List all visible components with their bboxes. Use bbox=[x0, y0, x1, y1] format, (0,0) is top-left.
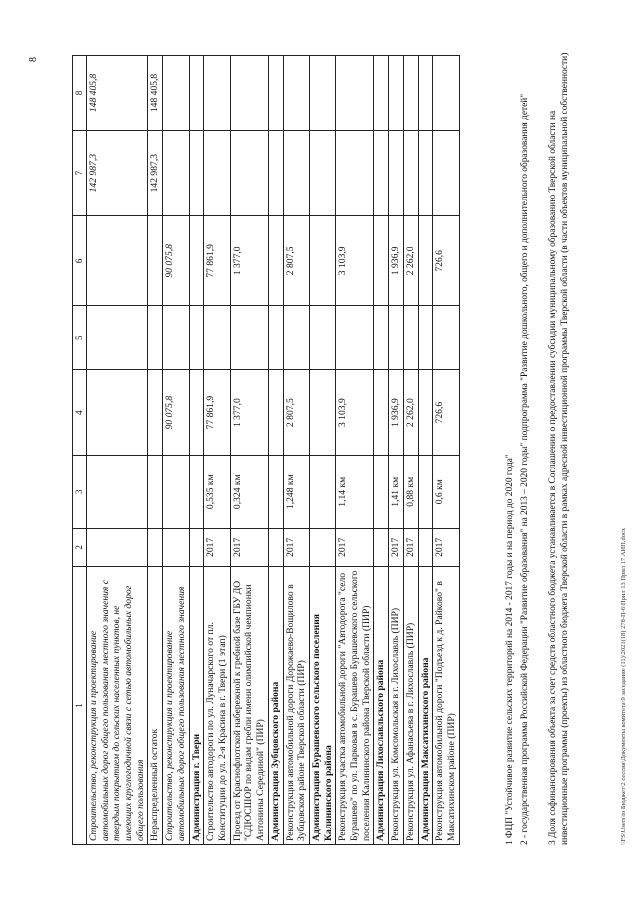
value-cell bbox=[86, 455, 148, 528]
value-cell: 142 987,3 bbox=[86, 130, 148, 216]
header-row bbox=[73, 56, 87, 845]
object-name-cell: Реконструкция ул. Комсомольская в г. Лихославль (ПИР) bbox=[389, 567, 404, 845]
table-row bbox=[433, 56, 459, 845]
empty-cell bbox=[268, 528, 283, 566]
footnote-3: 3 Доля софинансирования объекта за счет средств областного бюджета устанавливается в Соглашении о предоставлении субсидии муниципальному образованию Тверской области на инвестиционные программы (проекты) из областного бюджета Тверской области в рамках адресной инвестиционной программы Тверской области (в части объектов муниципальной собственности) bbox=[548, 52, 570, 845]
table-row bbox=[283, 56, 309, 845]
object-name-cell: Проезд от Краснофлотской набережной к гребной базе ГБУ ДО "СДЮСШОР по видам гребли имени олимпийской чемпионки Антонины Серединой" (ПИР) bbox=[230, 567, 268, 845]
empty-cell bbox=[268, 130, 283, 216]
header-cell: 5 bbox=[73, 306, 87, 370]
value-cell bbox=[163, 56, 189, 131]
value-cell: 1 377,0 bbox=[230, 216, 268, 306]
empty-cell bbox=[374, 528, 389, 566]
investment-table bbox=[72, 55, 460, 845]
value-cell: 1,14 км bbox=[336, 455, 374, 528]
empty-cell bbox=[309, 306, 335, 370]
value-cell bbox=[86, 528, 148, 566]
empty-cell bbox=[374, 130, 389, 216]
file-path: \\FS\Users\to Бюджет\2 сессия\Документы комитета\9 заседание (11)\2021(18) 278-П-6\Прил 13 Прил 17 АИП.docx bbox=[620, 527, 627, 845]
empty-cell bbox=[418, 455, 433, 528]
value-cell bbox=[86, 306, 148, 370]
footnote-2: 2 - государственная программа Российской Федерации "Развитие образования" на 2013 – 2020 годы" подпрограмма "Развитие дошкольного, общего и дополнительного образования детей" bbox=[520, 93, 530, 845]
value-cell bbox=[283, 306, 309, 370]
value-cell: 148 405,8 bbox=[148, 56, 163, 131]
section-title: Администрация Максатихинского района bbox=[418, 567, 433, 845]
value-cell bbox=[148, 216, 163, 306]
empty-cell bbox=[374, 306, 389, 370]
empty-cell bbox=[189, 528, 204, 566]
table-row bbox=[86, 56, 148, 845]
value-cell bbox=[148, 455, 163, 528]
value-cell bbox=[336, 130, 374, 216]
value-cell: 2017 bbox=[283, 528, 309, 566]
empty-cell bbox=[309, 528, 335, 566]
value-cell bbox=[163, 306, 189, 370]
empty-cell bbox=[374, 216, 389, 306]
empty-cell bbox=[418, 216, 433, 306]
empty-cell bbox=[189, 56, 204, 131]
value-cell bbox=[148, 370, 163, 456]
empty-cell bbox=[374, 455, 389, 528]
empty-cell bbox=[418, 528, 433, 566]
table-row bbox=[204, 56, 230, 845]
value-cell bbox=[148, 306, 163, 370]
value-cell bbox=[433, 306, 459, 370]
empty-cell bbox=[268, 306, 283, 370]
empty-cell bbox=[309, 216, 335, 306]
value-cell: 0,6 км bbox=[433, 455, 459, 528]
section-title: Администрация Лихославльского района bbox=[374, 567, 389, 845]
value-cell: 2017 bbox=[433, 528, 459, 566]
empty-cell bbox=[309, 455, 335, 528]
section-row bbox=[268, 56, 283, 845]
empty-cell bbox=[268, 370, 283, 456]
section-row bbox=[189, 56, 204, 845]
empty-cell bbox=[189, 370, 204, 456]
empty-cell bbox=[189, 130, 204, 216]
value-cell: 1 377,0 bbox=[230, 370, 268, 456]
table-row bbox=[230, 56, 268, 845]
section-title: Администрация Зубцовского района bbox=[268, 567, 283, 845]
value-cell: 77 861,9 bbox=[204, 370, 230, 456]
object-name-cell: Реконструкция участка автомобильной дороги "Автодорога "село Бурашево" по ул. Парковая в с. Бурашево Бурашевского сельского поселения Калининского района Тверской области (ПИР) bbox=[336, 567, 374, 845]
value-cell bbox=[403, 306, 418, 370]
value-cell bbox=[204, 56, 230, 131]
value-cell: 2017 bbox=[336, 528, 374, 566]
value-cell: 148 405,8 bbox=[86, 56, 148, 131]
empty-cell bbox=[418, 130, 433, 216]
value-cell: 2 262,0 bbox=[403, 216, 418, 306]
value-cell: 0,535 км bbox=[204, 455, 230, 528]
value-cell: 142 987,3 bbox=[148, 130, 163, 216]
value-cell bbox=[283, 56, 309, 131]
value-cell: 2 262,0 bbox=[403, 370, 418, 456]
value-cell: 1 936,9 bbox=[389, 216, 404, 306]
value-cell: 2 807,5 bbox=[283, 370, 309, 456]
value-cell bbox=[86, 370, 148, 456]
value-cell bbox=[204, 130, 230, 216]
empty-cell bbox=[309, 370, 335, 456]
table-row bbox=[148, 56, 163, 845]
value-cell: 2017 bbox=[230, 528, 268, 566]
empty-cell bbox=[309, 130, 335, 216]
empty-cell bbox=[309, 56, 335, 131]
empty-cell bbox=[374, 370, 389, 456]
value-cell bbox=[163, 130, 189, 216]
object-name-cell: Реконструкция автомобильной дороги Дорожаево-Вощилово в Зубцовском районе Тверской области (ПИР) bbox=[283, 567, 309, 845]
value-cell bbox=[86, 216, 148, 306]
value-cell bbox=[336, 306, 374, 370]
value-cell bbox=[230, 306, 268, 370]
value-cell bbox=[403, 130, 418, 216]
value-cell bbox=[283, 130, 309, 216]
object-name-cell: Реконструкция ул. Афанасьева в г. Лихославль (ПИР) bbox=[403, 567, 418, 845]
empty-cell bbox=[189, 306, 204, 370]
value-cell: 77 861,9 bbox=[204, 216, 230, 306]
section-row bbox=[418, 56, 433, 845]
value-cell: 3 103,9 bbox=[336, 216, 374, 306]
value-cell: 90 075,8 bbox=[163, 216, 189, 306]
empty-cell bbox=[268, 455, 283, 528]
value-cell bbox=[230, 56, 268, 131]
header-cell: 1 bbox=[73, 567, 87, 845]
value-cell: 3 103,9 bbox=[336, 370, 374, 456]
value-cell bbox=[389, 306, 404, 370]
value-cell bbox=[389, 56, 404, 131]
empty-cell bbox=[418, 56, 433, 131]
page-number: 8 bbox=[28, 57, 39, 62]
value-cell bbox=[163, 455, 189, 528]
value-cell: 2017 bbox=[389, 528, 404, 566]
header-cell: 6 bbox=[73, 216, 87, 306]
empty-cell bbox=[268, 216, 283, 306]
value-cell bbox=[403, 56, 418, 131]
section-row bbox=[374, 56, 389, 845]
section-title: Администрация г. Твери bbox=[189, 567, 204, 845]
empty-cell bbox=[418, 370, 433, 456]
header-cell: 3 bbox=[73, 455, 87, 528]
object-name-cell: Строительство автодороги по ул. Луначарского от пл. Конституции до ул. 2-я Красина в г. Твери (1 этап) bbox=[204, 567, 230, 845]
value-cell: 2 807,5 bbox=[283, 216, 309, 306]
value-cell bbox=[230, 130, 268, 216]
object-name-cell: Строительство, реконструкция и проектирование автомобильных дорог общего пользования местного значения с твердым покрытием до сельских населенных пунктов, не имеющих круглогодичной связи с сетью автомобильных дорог общего пользования bbox=[86, 567, 148, 845]
value-cell bbox=[204, 306, 230, 370]
value-cell: 2017 bbox=[403, 528, 418, 566]
table-row bbox=[403, 56, 418, 845]
table-row bbox=[389, 56, 404, 845]
value-cell: 0,324 км bbox=[230, 455, 268, 528]
value-cell: 0,88 км bbox=[403, 455, 418, 528]
empty-cell bbox=[374, 56, 389, 131]
value-cell: 1 936,9 bbox=[389, 370, 404, 456]
table-row bbox=[336, 56, 374, 845]
section-row bbox=[309, 56, 335, 845]
object-name-cell: Строительство, реконструкция и проектирование автомобильных дорог общего пользования местного значения bbox=[163, 567, 189, 845]
value-cell bbox=[148, 528, 163, 566]
value-cell: 726,6 bbox=[433, 216, 459, 306]
object-name-cell: Реконструкция автомобильной дороги "Подъезд к д. Райково" в Максатихинском районе (ПИР) bbox=[433, 567, 459, 845]
value-cell: 1,248 км bbox=[283, 455, 309, 528]
value-cell bbox=[433, 56, 459, 131]
empty-cell bbox=[189, 216, 204, 306]
section-title: Администрация Бурашевского сельского поселения Калининского района bbox=[309, 567, 335, 845]
value-cell bbox=[389, 130, 404, 216]
value-cell: 90 075,8 bbox=[163, 370, 189, 456]
empty-cell bbox=[268, 56, 283, 131]
empty-cell bbox=[418, 306, 433, 370]
header-cell: 8 bbox=[73, 56, 87, 131]
value-cell bbox=[433, 130, 459, 216]
table-row bbox=[163, 56, 189, 845]
value-cell: 1,41 км bbox=[389, 455, 404, 528]
header-cell: 7 bbox=[73, 130, 87, 216]
value-cell: 2017 bbox=[204, 528, 230, 566]
value-cell bbox=[163, 528, 189, 566]
header-cell: 4 bbox=[73, 370, 87, 456]
object-name-cell: Нераспределенный остаток bbox=[148, 567, 163, 845]
empty-cell bbox=[189, 455, 204, 528]
value-cell bbox=[336, 56, 374, 131]
value-cell: 726,6 bbox=[433, 370, 459, 456]
header-cell: 2 bbox=[73, 528, 87, 566]
footnote-1: 1 ФЦП "Устойчивое развитие сельских территорий на 2014 - 2017 годы и на период до 2020 года" bbox=[505, 454, 515, 845]
